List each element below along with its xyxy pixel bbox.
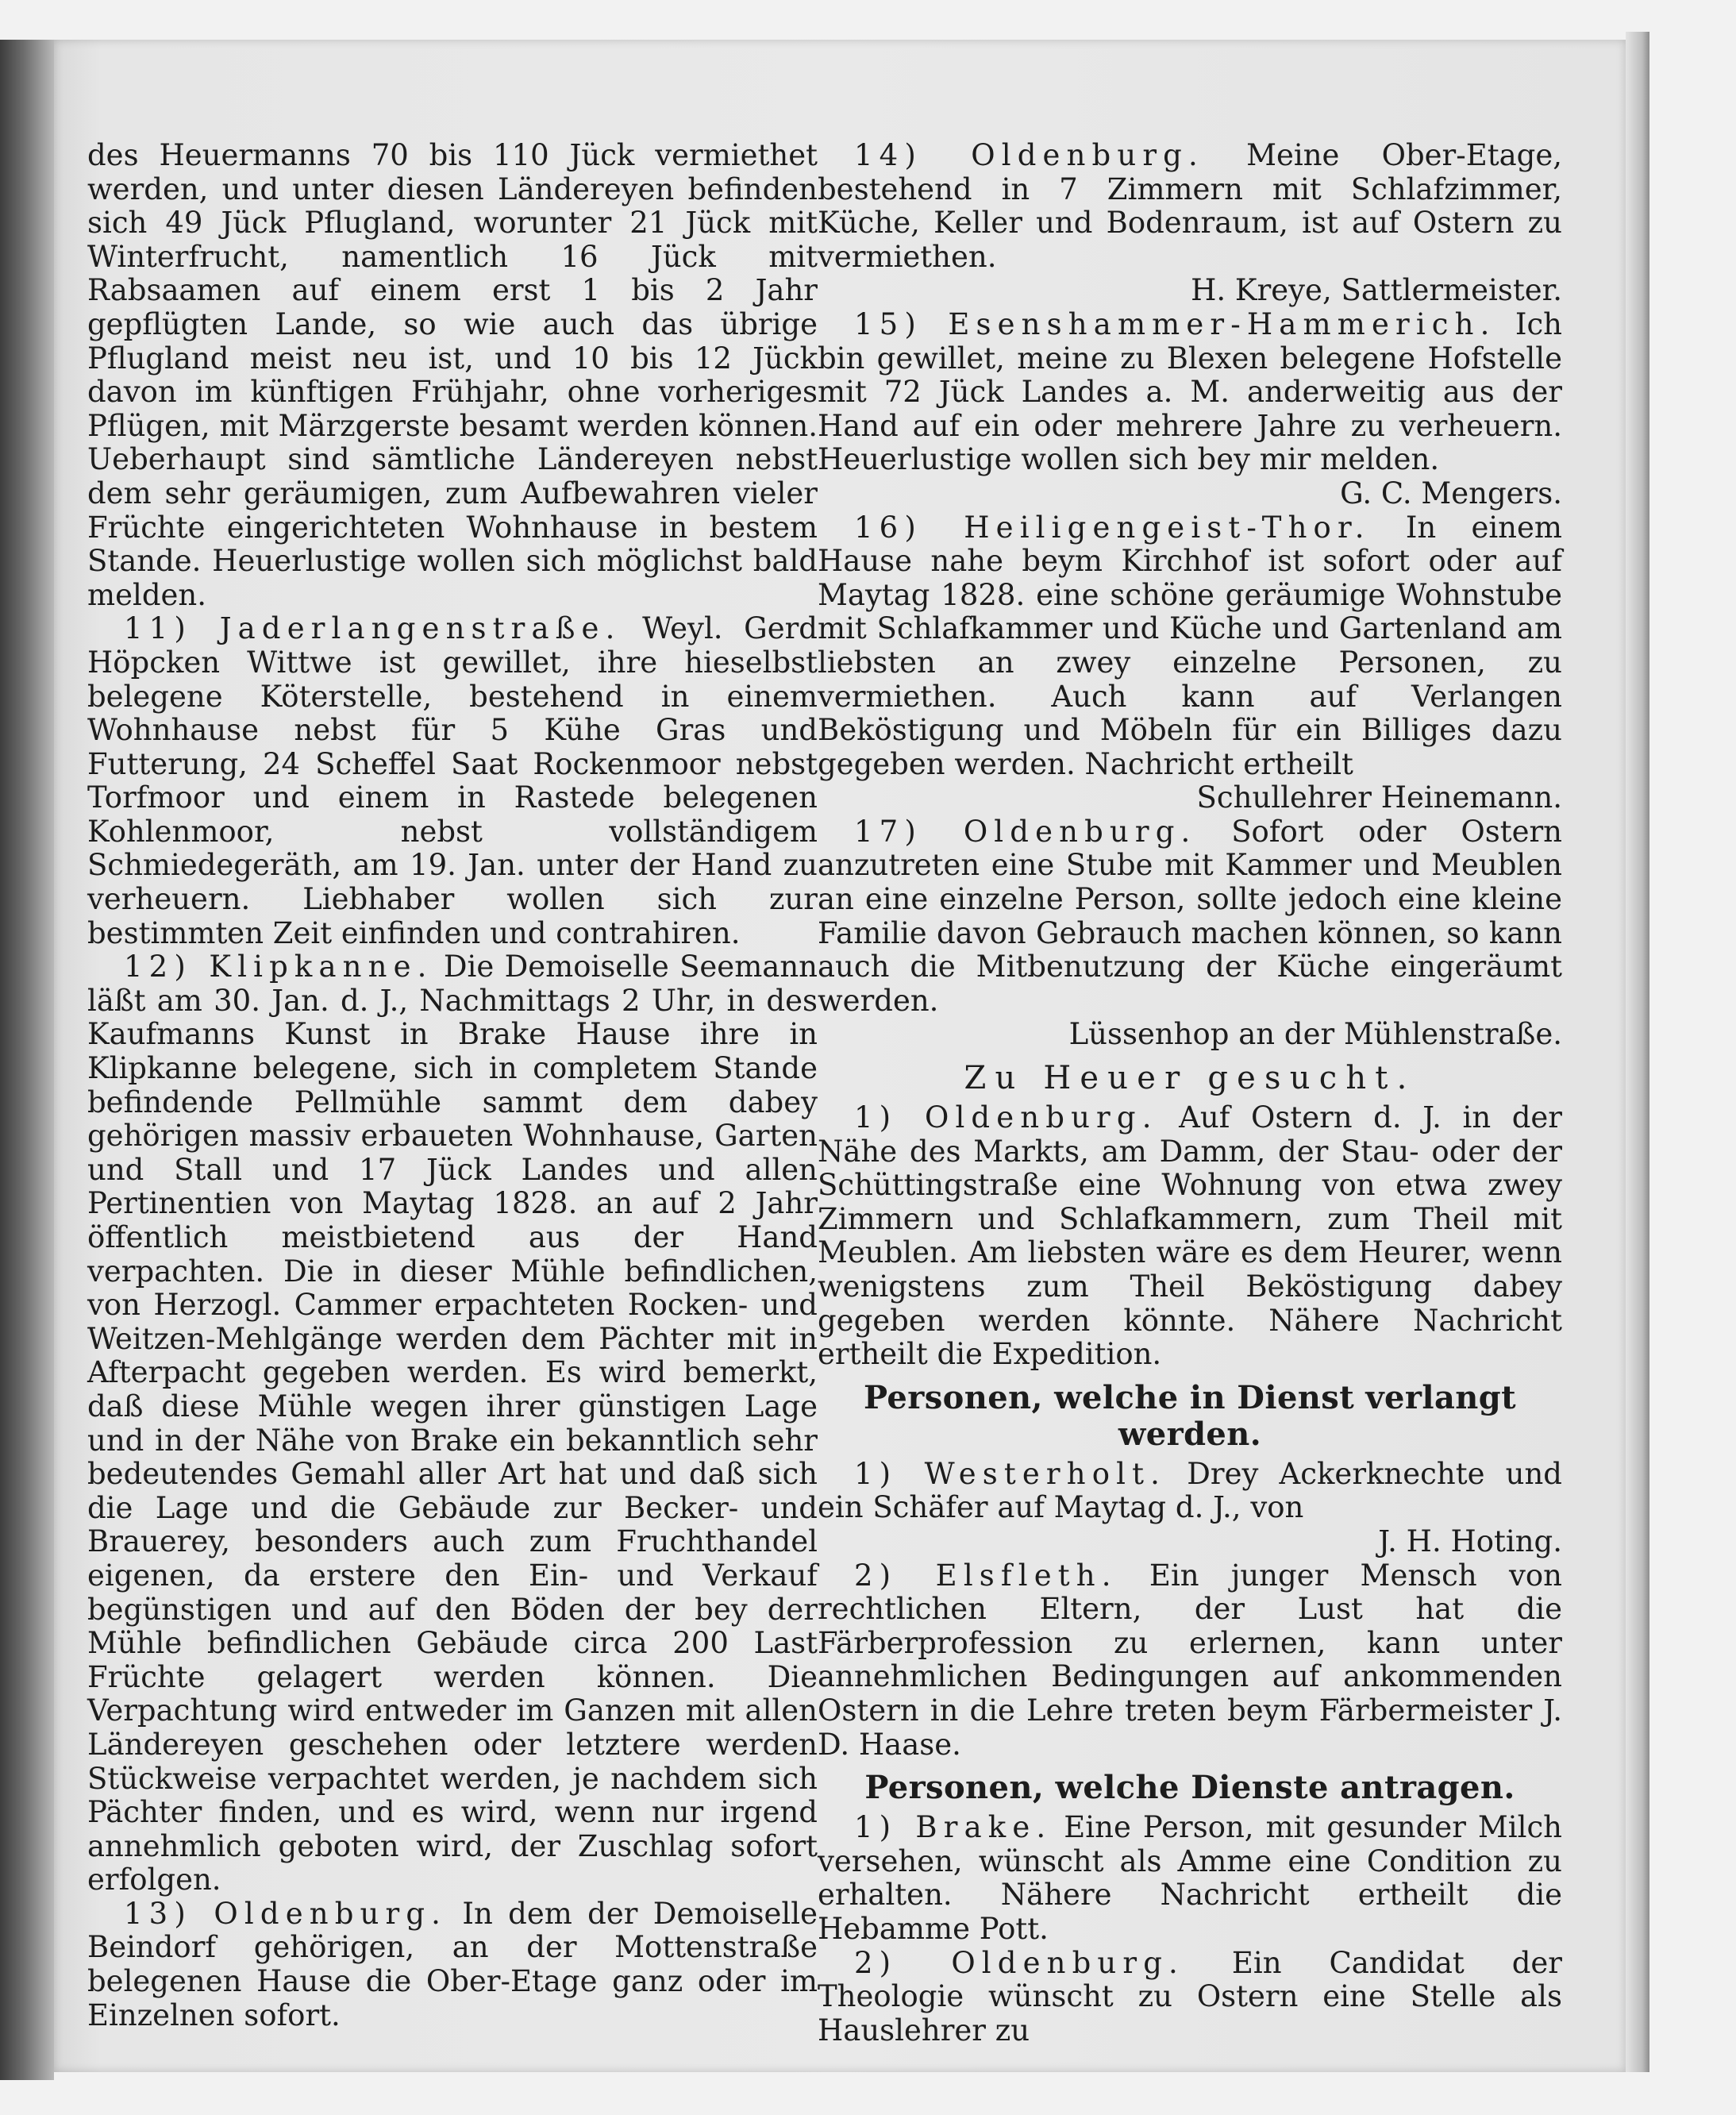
notice-place: 1) Oldenburg. bbox=[854, 1100, 1158, 1135]
left-column bbox=[87, 139, 818, 2032]
notice-place: 15) Esenshammer-Hammerich. bbox=[854, 306, 1496, 341]
notice-text: Drey Ackerknechte und ein Schäfer auf Maytag d. J., von bbox=[818, 1456, 1562, 1525]
page-edge-right bbox=[1626, 32, 1649, 2072]
section-heading-zu-heuer: Zu Heuer gesucht. bbox=[964, 1060, 1416, 1097]
notice-text: In dem der Demoiselle Beindorf gehörigen, an der Mottenstraße belegenen Hause die Ober-Etage ganz oder im Einzelnen sofort. bbox=[87, 1896, 818, 2032]
notice-place: 16) Heiligengeist-Thor. bbox=[854, 510, 1371, 545]
notice-text: Eine Person, mit gesunder Milch versehen, wünscht als Amme eine Condition zu erhalten. Nähere Nachricht ertheilt die Hebamme Pott. bbox=[818, 1810, 1563, 1946]
dienst-notice-1 bbox=[818, 1458, 1562, 1525]
newspaper-page bbox=[54, 40, 1626, 2072]
notice-17 bbox=[818, 815, 1562, 1019]
notice-text: Ein Candidat der Theologie wünscht zu Ostern eine Stelle als Hauslehrer zu bbox=[818, 1945, 1562, 2048]
notice-place: 1) Brake. bbox=[854, 1810, 1053, 1845]
antrag-notice-2 bbox=[818, 1947, 1562, 2048]
notice-text: Ich bin gewillet, meine zu Blexen belegene Hofstelle mit 72 Jück Landes a. M. anderweitig aus der Hand auf ein oder mehrere Jahre zu verheuern. Heuerlustige wollen sich bey mir melden. bbox=[818, 306, 1562, 477]
right-column bbox=[818, 139, 1562, 2048]
notice-14 bbox=[818, 139, 1562, 274]
notice-place: 17) Oldenburg. bbox=[854, 814, 1197, 849]
notice-text: Die Demoiselle Seemann läßt am 30. Jan. d. J., Nachmittags 2 Uhr, in des Kaufmanns Kunst in Brake Hause ihre in Klipkanne belegene, sich in completem Stande befindende Pellmühle sammt dem dabey gehörigen massiv erbaueten Wohnhause, Garten und Stall und 17 Jück Landes und allen Pertinentien von Maytag 1828. an auf 2 Jahr öffentlich meistbietend aus der Hand verpachten. Die in dieser Mühle befindlichen, von Herzogl. Cammer erpachteten Rocken- und Weitzen-Mehlgänge werden dem Pächter mit in Afterpacht gegeben werden. Es wird bemerkt, daß diese Mühle wegen ihrer günstigen Lage und in der Nähe von Brake ein bekanntlich sehr bedeutendes Gemahl aller Art hat und daß sich die Lage und die Gebäude zur Becker- und Brauerey, besonders auch zum Fruchthandel eigenen, da erstere den Ein- und Verkauf begünstigen und auf den Böden der bey der Mühle befindlichen Gebäude circa 200 Last Früchte gelagert werden können. Die Verpachtung wird entweder im Ganzen mit allen Ländereyen geschehen oder letztere werden Stückweise verpachtet werden, je nachdem sich Pächter finden, und es wird, wenn nur irgend annehmlich geboten wird, der Zuschlag sofort erfolgen. bbox=[87, 950, 818, 1897]
notice-text: In einem Hause nahe beym Kirchhof ist sofort oder auf Maytag 1828. eine schöne geräumige Wohnstube mit Schlafkammer und Küche und Gartenland am liebsten an zwey einzelne Personen, zu vermiethen. Auch kann auf Verlangen Beköstigung und Möbeln für ein Billiges dazu gegeben werden. Nachricht ertheilt bbox=[818, 510, 1562, 781]
dienst-notice-1-signature: J. H. Hoting. bbox=[1378, 1524, 1562, 1558]
notice-place: 11) Jaderlangenstraße. bbox=[124, 611, 622, 646]
notice-11 bbox=[87, 612, 818, 950]
notice-place: 13) Oldenburg. bbox=[124, 1896, 448, 1931]
notice-12 bbox=[87, 950, 818, 1897]
continued-paragraph bbox=[87, 139, 818, 612]
notice-text: Sofort oder Ostern anzutreten eine Stube mit Kammer und Meublen an eine einzelne Person, sollte jedoch eine kleine Familie davon Gebrauch machen können, so kann auch die Mitbenutzung der Küche eingeräumt werden. bbox=[818, 814, 1562, 1018]
notice-text: Meine Ober-Etage, bestehend in 7 Zimmern mit Schlafzimmer, Küche, Keller und Bodenraum, ist auf Ostern zu vermiethen. bbox=[818, 138, 1562, 274]
notice-16-signature: Schullehrer Heinemann. bbox=[1196, 780, 1562, 815]
book-spine-shadow bbox=[0, 40, 54, 2080]
notice-text: Ein junger Mensch von rechtlichen Eltern, der Lust hat die Färberprofession zu erlernen, kann unter annehmlichen Bedingungen auf ankommenden Ostern in die Lehre treten beym Färbermeister J. D. Haase. bbox=[818, 1558, 1562, 1762]
notice-16 bbox=[818, 511, 1562, 782]
notice-text: Weyl. Gerd Höpcken Wittwe ist gewillet, ihre hieselbst belegene Köterstelle, bestehend in einem Wohnhause nebst für 5 Kühe Gras und Futterung, 24 Scheffel Saat Rockenmoor nebst Torfmoor und einem in Rastede belegenen Kohlenmoor, nebst vollständigem Schmiedegeräth, am 19. Jan. unter der Hand zu verheuern. Liebhaber wollen sich zur bestimmten Zeit einfinden und contrahiren. bbox=[87, 611, 818, 950]
notice-place: 2) Elsfleth. bbox=[854, 1558, 1118, 1593]
notice-14-signature: H. Kreye, Sattlermeister. bbox=[1191, 273, 1562, 308]
notice-text: Auf Ostern d. J. in der Nähe des Markts, am Damm, der Stau- oder der Schüttingstraße eine Wohnung von etwa zwey Zimmern und Schlafkammern, zum Theil mit Meublen. Am liebsten wäre es dem Heurer, wenn wenigstens zum Theil Beköstigung dabey gegeben werden könnte. Nähere Nachricht ertheilt die Expedition. bbox=[818, 1100, 1562, 1372]
notice-17-signature: Lüssenhop an der Mühlenstraße. bbox=[1068, 1017, 1562, 1052]
section-heading-dienste-antragen: Personen, welche Dienste antragen. bbox=[864, 1769, 1515, 1807]
dienst-notice-2 bbox=[818, 1559, 1562, 1762]
notice-13 bbox=[87, 1897, 818, 2032]
heuer-notice-1 bbox=[818, 1101, 1562, 1372]
notice-place: 12) Klipkanne. bbox=[124, 950, 433, 984]
notice-15-signature: G. C. Mengers. bbox=[1340, 476, 1562, 510]
notice-15 bbox=[818, 308, 1562, 477]
paragraph-text: des Heuermanns 70 bis 110 Jück vermiethet werden, und unter diesen Ländereyen befinden sich 49 Jück Pflugland, worunter 21 Jück mit Winterfrucht, namentlich 16 Jück mit Rabsaamen auf einem erst 1 bis 2 Jahr gepflügten Lande, so wie auch das übrige Pflugland meist neu ist, und 10 bis 12 Jück davon im künftigen Frühjahr, ohne vorheriges Pflügen, mit Märzgerste besamt werden können. Ueberhaupt sind sämtliche Ländereyen nebst dem sehr geräumigen, zum Aufbewahren vieler Früchte eingerichteten Wohnhause in bestem Stande. Heuerlustige wollen sich möglichst bald melden. bbox=[87, 138, 818, 612]
notice-place: 1) Westerholt. bbox=[854, 1456, 1167, 1491]
notice-place: 14) Oldenburg. bbox=[854, 138, 1204, 172]
section-heading-dienst-verlangt: Personen, welche in Dienst verlangt werden. bbox=[863, 1378, 1517, 1453]
antrag-notice-1 bbox=[818, 1811, 1562, 1946]
notice-place: 2) Oldenburg. bbox=[854, 1945, 1184, 1980]
